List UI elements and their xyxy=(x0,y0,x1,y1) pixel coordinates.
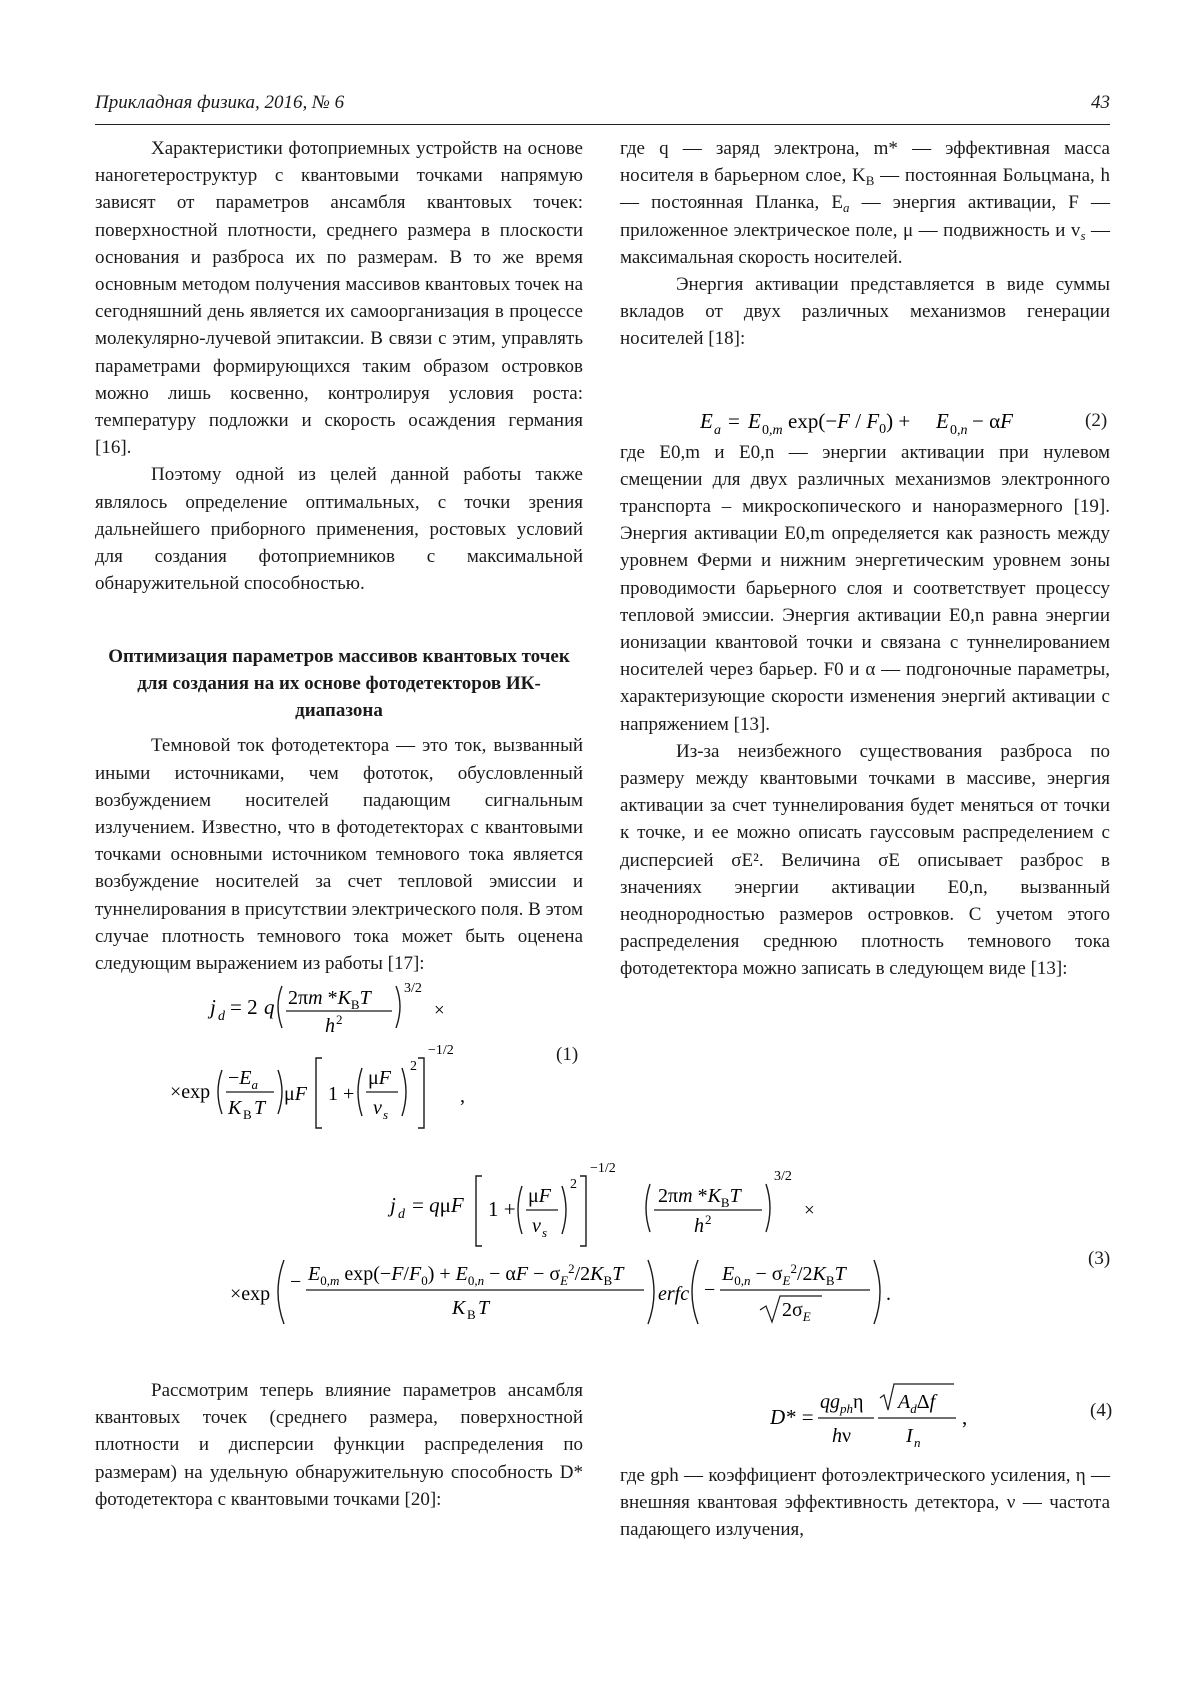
svg-text:0,n: 0,n xyxy=(950,423,968,438)
svg-text:j: j xyxy=(390,1193,396,1217)
svg-text:×: × xyxy=(434,1000,445,1021)
svg-text:d: d xyxy=(218,1009,225,1024)
paragraph: Энергия активации представляется в виде суммы вкладов от двух различных механизмов генерации носителей [18]: xyxy=(620,274,1110,350)
paragraph: Темновой ток фотодетектора — это ток, вызванный иными источниками, чем фототок, обусловленный возбуждением носителей падающим сигнальным излучением. Известно, что в фотодетекторах с квантовыми точками основными источником темнового тока является возбуждение носителей за счет тепловой эмиссии и туннелирования в присутствии электрического поля. В этом случае плотность темнового тока может быть оценена следующим выражением из работы [17]: xyxy=(95,735,583,975)
svg-text:exp(−F / F0) +: $\exp(-F / F_0)$ + xyxy=(788,409,911,437)
svg-text:1 +: 1 + xyxy=(488,1197,516,1221)
svg-text:0,m: 0,m xyxy=(762,423,783,438)
svg-text:×: × xyxy=(804,1200,815,1221)
right-column-bottom xyxy=(620,1462,1110,1544)
svg-text:K: K xyxy=(228,1097,242,1119)
svg-text:AdΔf: $A_d\Delta f$ xyxy=(898,1391,936,1416)
svg-text:2πm *KBT: 2πm $*K_BT$ xyxy=(288,987,371,1012)
svg-text:μF: μF xyxy=(284,1083,307,1105)
svg-text:,: , xyxy=(962,1405,968,1429)
equation-number: (2) xyxy=(1085,410,1108,431)
svg-text:.: . xyxy=(886,1283,891,1305)
svg-text:hν: hν xyxy=(832,1425,852,1447)
equation-number: (4) xyxy=(1090,1400,1113,1421)
text-run: — энергия активации, F — приложенное электрическое поле, μ — подвижность и v xyxy=(620,192,1110,241)
svg-text:B: B xyxy=(243,1107,252,1122)
svg-text:T: T xyxy=(254,1097,266,1119)
svg-text:= qμF: = qμF xyxy=(412,1193,464,1217)
svg-text:n: n xyxy=(914,1435,921,1450)
equation-1 xyxy=(170,980,490,1150)
svg-text:T: T xyxy=(478,1297,490,1319)
equation-number: (3) xyxy=(1088,1248,1111,1269)
paragraph: Рассмотрим теперь влияние параметров ансамбля квантовых точек (среднего размера, поверхностной плотности и дисперсии функции распределения по размерам) на удельную обнаружительную способность D* фотодетектора с квантовыми точками [20]: xyxy=(95,1380,583,1510)
svg-text:1 +: 1 + xyxy=(328,1083,355,1105)
text-run: где q — заряд электрона, m* — эффективная масса носителя в барьерном слое, K xyxy=(620,138,1110,187)
svg-text:q: q xyxy=(264,995,275,1019)
svg-text:−Ea: $-E_a$ xyxy=(228,1067,258,1092)
equation-number: (1) xyxy=(556,1044,579,1065)
svg-text:K: K xyxy=(452,1297,466,1319)
left-column-bottom xyxy=(95,1377,583,1513)
svg-text:μF: μF xyxy=(528,1185,551,1207)
svg-text:2: 2 xyxy=(705,1212,712,1227)
svg-text:E: E xyxy=(936,409,949,433)
svg-text:E: E xyxy=(748,409,761,433)
paragraph: где gph — коэффициент фотоэлектрического усиления, η — внешняя квантовая эффективность детектора, ν — частота падающего излучения, xyxy=(620,1465,1110,1541)
paragraph: где q — заряд электрона, m* — эффективная масса носителя в барьерном слое, $K_B$ — постоянная Больцмана, h — постоянная Планка, $E_a$ — энергия активации, F — приложенное электрическое поле, μ — подвижность и $v_s$ — максимальная скорость носителей. xyxy=(620,138,1110,268)
svg-text:3/2: 3/2 xyxy=(404,981,422,996)
svg-text:j: j xyxy=(210,995,216,1019)
right-column xyxy=(620,135,1110,983)
svg-text:E: E xyxy=(700,409,713,433)
svg-text:I: I xyxy=(906,1425,913,1447)
page-header xyxy=(95,90,1110,125)
svg-text:s: s xyxy=(542,1225,548,1240)
svg-text:−1/2: −1/2 xyxy=(590,1161,616,1176)
text-run: — максимальная скорость носителей. xyxy=(620,219,1110,268)
equation-3 xyxy=(230,1160,990,1340)
svg-text:×exp: ×exp xyxy=(230,1283,271,1305)
svg-text:2πm *KBT: 2πm $*K_BT$ xyxy=(658,1185,741,1210)
svg-text:−: − xyxy=(704,1279,716,1301)
text-run: — постоянная Больцмана, h — постоянная Планка, E xyxy=(620,165,1110,214)
svg-text:B: B xyxy=(467,1307,476,1322)
svg-text:h: h xyxy=(325,1015,335,1037)
section-title: Оптимизация параметров массивов квантовых точек для создания на их основе фотодетекторов ИК-диапазона xyxy=(108,646,570,722)
svg-text:D: D xyxy=(770,1405,786,1429)
svg-text:2σE: $2\sigma_E$ xyxy=(782,1299,811,1324)
svg-text:d: d xyxy=(398,1207,405,1222)
svg-text:=: = xyxy=(728,409,740,433)
svg-text:= 2: = 2 xyxy=(230,995,258,1019)
equation-2 xyxy=(700,400,1020,440)
svg-text:−: − xyxy=(290,1271,302,1293)
svg-text:erfc: erfc xyxy=(658,1283,690,1305)
svg-text:2: 2 xyxy=(570,1177,577,1192)
paragraph: где E0,m и E0,n — энергии активации при нулевом смещении для двух различных механизмов электронного транспорта – микроскопического и наноразмерного [19]. Энергия активации E0,m определяется как разность между уровнем Ферми и нижним энергетическим уровнем зоны проводимости барьерного слоя и соответствует процессу тепловой эмиссии. Энергия активации E0,n равна энергии ионизации квантовой точки и связана с туннелированием носителей через барьер. F0 и α — подгоночные параметры, характеризующие скорости изменения энергий активации с напряжением [13]. xyxy=(620,441,1110,735)
svg-text:− αF: − αF xyxy=(972,409,1013,433)
svg-text:−1/2: −1/2 xyxy=(428,1043,454,1058)
svg-text:×exp: ×exp xyxy=(170,1081,211,1103)
svg-text:qgphη: $qg_{ph}\eta$ xyxy=(820,1391,864,1416)
svg-text:E0,n − σE2/2KBT: $E_{0,n} - \sigma_E^2/2K_BT$ xyxy=(722,1261,846,1288)
svg-text:E0,m exp(−F/F0) + E0,n − αF −: $E_{0,m}$ $\exp(-F/F_0) + E_{0,n} - \alpha F - \sigma_E^2/2K_BT$ xyxy=(308,1261,624,1288)
journal-title: Прикладная физика, 2016, № 6 xyxy=(95,92,345,113)
page-number: 43 xyxy=(1091,92,1110,113)
svg-text:* =: * = xyxy=(786,1405,814,1429)
left-column xyxy=(95,135,583,977)
paragraph: Поэтому одной из целей данной работы также являлось определение оптимальных, с точки зрения дальнейшего приборного применения, ростовых условий для создания фотоприемников с максимальной обнаружительной способностью. xyxy=(95,464,583,595)
svg-text:v: v xyxy=(373,1097,382,1119)
paragraph: Характеристики фотоприемных устройств на основе наногетероструктур с квантовыми точками напрямую зависят от параметров ансамбля квантовых точек: поверхностной плотности, среднего размера в плоскости основания и разброса их по размерам. В то же время основным методом получения массивов квантовых точек на сегодняшний день является их самоорганизация в процессе молекулярно-лучевой эпитаксии. В связи с этим, управлять параметрами формирующихся таким образом островков можно лишь косвенно, контролируя условия роста: температуру подложки и скорость осаждения германия [16]. xyxy=(95,138,583,459)
svg-text:,: , xyxy=(460,1085,465,1107)
equation-4 xyxy=(770,1380,990,1455)
svg-text:μF: μF xyxy=(368,1067,391,1089)
svg-text:2: 2 xyxy=(410,1059,417,1074)
svg-text:h: h xyxy=(694,1215,704,1237)
svg-text:a: a xyxy=(714,423,721,438)
svg-text:s: s xyxy=(383,1107,389,1122)
svg-text:3/2: 3/2 xyxy=(774,1169,792,1184)
paragraph: Из-за неизбежного существования разброса по размеру между квантовыми точками в массиве, энергия активации за счет туннелирования будет меняться от точки к точке, и ее можно описать гауссовым распределением с дисперсией σE². Величина σE описывает разброс в значениях энергии активации E0,n, вызванный неоднородностью размеров островков. С учетом этого распределения среднюю плотность темнового тока фотодетектора можно записать в следующем виде [13]: xyxy=(620,740,1110,980)
svg-text:2: 2 xyxy=(336,1012,343,1027)
svg-text:v: v xyxy=(532,1215,541,1237)
